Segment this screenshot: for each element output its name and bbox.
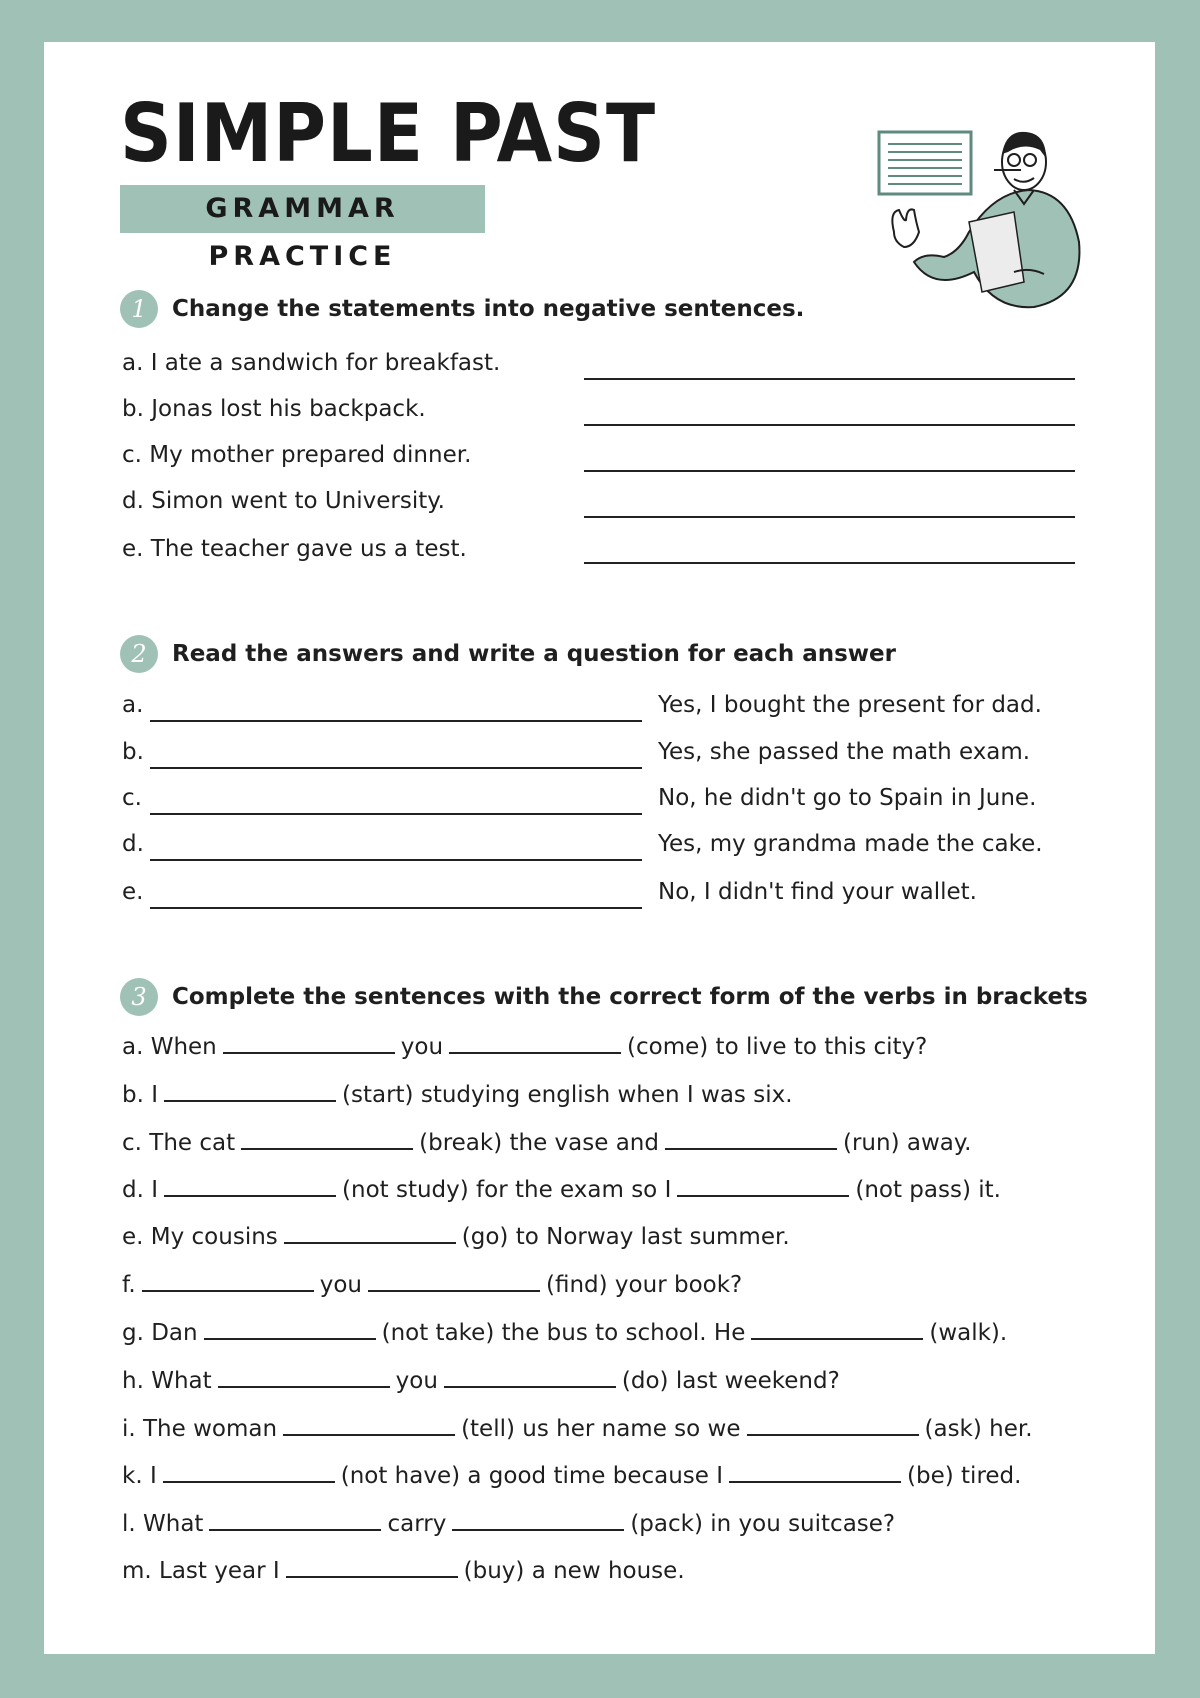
sentence-part: (run) away. — [842, 1130, 972, 1156]
section-3-item-b — [122, 1078, 793, 1110]
sentence-part: you — [319, 1272, 363, 1298]
page-title: SIMPLE PAST — [120, 87, 657, 180]
page-subtitle-banner: GRAMMAR PRACTICE — [120, 185, 485, 233]
section-1-item-a: a. I ate a sandwich for breakfast. — [122, 350, 501, 376]
sentence-part: (start) studying english when I was six. — [342, 1082, 793, 1108]
fill-blank[interactable] — [241, 1126, 413, 1150]
section-1-item-b: b. Jonas lost his backpack. — [122, 396, 426, 422]
section-3-item-f — [122, 1268, 742, 1300]
sentence-part: (tell) us her name so we — [461, 1416, 741, 1442]
sentence-part: (be) tired. — [907, 1463, 1022, 1489]
section-2-letter-e: e. — [122, 879, 144, 905]
fill-blank[interactable] — [729, 1459, 901, 1483]
section-instruction: Complete the sentences with the correct form of the verbs in brackets — [172, 984, 1088, 1010]
sentence-part: (go) to Norway last summer. — [461, 1224, 790, 1250]
fill-blank[interactable] — [286, 1554, 458, 1578]
fill-blank[interactable] — [665, 1126, 837, 1150]
question-line[interactable] — [150, 813, 642, 815]
section-2-letter-d: d. — [122, 831, 144, 857]
sentence-part: (pack) in you suitcase? — [630, 1511, 896, 1537]
fill-blank[interactable] — [164, 1078, 336, 1102]
section-3-item-m — [122, 1554, 685, 1586]
sentence-part: you — [395, 1368, 438, 1394]
teacher-illustration — [874, 82, 1104, 322]
fill-blank[interactable] — [747, 1412, 919, 1436]
section-2-letter-c: c. — [122, 785, 142, 811]
section-3-item-h — [122, 1364, 840, 1396]
sentence-part: e. My cousins — [122, 1224, 278, 1250]
fill-blank[interactable] — [164, 1173, 336, 1197]
answer-line[interactable] — [584, 470, 1075, 472]
sentence-part: (buy) a new house. — [463, 1558, 685, 1584]
fill-blank[interactable] — [163, 1459, 335, 1483]
section-2-answer-e: No, I didn't find your wallet. — [658, 879, 977, 905]
fill-blank[interactable] — [677, 1173, 849, 1197]
sentence-part: h. What — [122, 1368, 212, 1394]
fill-blank[interactable] — [218, 1364, 390, 1388]
section-number-badge: 1 — [120, 290, 158, 328]
sentence-part: (come) to live to this city? — [627, 1034, 928, 1060]
sentence-part: carry — [387, 1511, 447, 1537]
section-1-item-c: c. My mother prepared dinner. — [122, 442, 472, 468]
sentence-part: (do) last weekend? — [621, 1368, 840, 1394]
sentence-part: (walk). — [929, 1320, 1008, 1346]
section-number-badge: 2 — [120, 635, 158, 673]
answer-line[interactable] — [584, 562, 1075, 564]
sentence-part: i. The woman — [122, 1416, 278, 1442]
section-2-letter-a: a. — [122, 692, 144, 718]
question-line[interactable] — [150, 720, 642, 722]
sentence-part: f. — [122, 1272, 136, 1298]
sentence-part: l. What — [122, 1511, 204, 1537]
fill-blank[interactable] — [223, 1030, 395, 1054]
fill-blank[interactable] — [368, 1268, 540, 1292]
sentence-part: g. Dan — [122, 1320, 198, 1346]
fill-blank[interactable] — [284, 1220, 456, 1244]
answer-line[interactable] — [584, 424, 1075, 426]
section-3-item-l — [122, 1507, 895, 1539]
sentence-part: m. Last year I — [122, 1558, 280, 1584]
sentence-part: a. When — [122, 1034, 217, 1060]
section-instruction: Change the statements into negative sentences. — [172, 296, 805, 322]
section-2-answer-a: Yes, I bought the present for dad. — [658, 692, 1042, 718]
question-line[interactable] — [150, 859, 642, 861]
sentence-part: (find) your book? — [546, 1272, 743, 1298]
section-2-answer-d: Yes, my grandma made the cake. — [658, 831, 1043, 857]
fill-blank[interactable] — [449, 1030, 621, 1054]
answer-line[interactable] — [584, 516, 1075, 518]
answer-line[interactable] — [584, 378, 1075, 380]
sentence-part: (break) the vase and — [419, 1130, 659, 1156]
fill-blank[interactable] — [283, 1412, 455, 1436]
section-3-item-d — [122, 1173, 1001, 1205]
question-line[interactable] — [150, 907, 642, 909]
section-2-answer-b: Yes, she passed the math exam. — [658, 739, 1031, 765]
section-3-item-e — [122, 1220, 790, 1252]
fill-blank[interactable] — [452, 1507, 624, 1531]
fill-blank[interactable] — [209, 1507, 381, 1531]
sentence-part: k. I — [122, 1463, 157, 1489]
fill-blank[interactable] — [751, 1316, 923, 1340]
section-3-item-g — [122, 1316, 1007, 1348]
sentence-part: (not study) for the exam so I — [342, 1177, 672, 1203]
fill-blank[interactable] — [142, 1268, 314, 1292]
sentence-part: (not have) a good time because I — [340, 1463, 724, 1489]
section-2-letter-b: b. — [122, 739, 144, 765]
question-line[interactable] — [150, 767, 642, 769]
sentence-part: (not take) the bus to school. He — [381, 1320, 746, 1346]
section-3-item-c — [122, 1126, 972, 1158]
section-1-item-e: e. The teacher gave us a test. — [122, 536, 467, 562]
sentence-part: (not pass) it. — [855, 1177, 1001, 1203]
sentence-part: you — [400, 1034, 444, 1060]
fill-blank[interactable] — [204, 1316, 376, 1340]
sentence-part: (ask) her. — [924, 1416, 1033, 1442]
section-number-badge: 3 — [120, 978, 158, 1016]
section-instruction: Read the answers and write a question for each answer — [172, 641, 896, 667]
worksheet-page — [44, 42, 1155, 1654]
sentence-part: d. I — [122, 1177, 159, 1203]
section-3-item-i — [122, 1412, 1033, 1444]
section-2-answer-c: No, he didn't go to Spain in June. — [658, 785, 1037, 811]
sentence-part: b. I — [122, 1082, 159, 1108]
section-1-item-d: d. Simon went to University. — [122, 488, 445, 514]
section-3-item-a — [122, 1030, 927, 1062]
fill-blank[interactable] — [444, 1364, 616, 1388]
section-3-item-k — [122, 1459, 1021, 1491]
sentence-part: c. The cat — [122, 1130, 236, 1156]
